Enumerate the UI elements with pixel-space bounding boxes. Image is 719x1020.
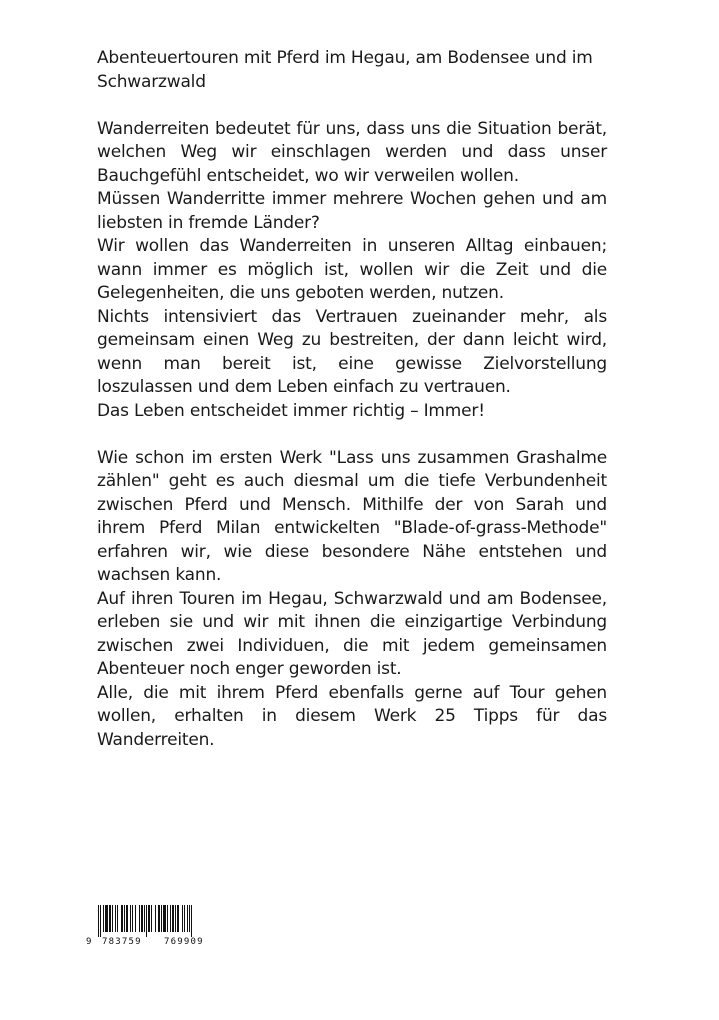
subtitle-line-1: Abenteuertouren mit Pferd im Hegau, am Bodensee und im [97,48,593,68]
intro-paragraph-5: Das Leben entscheidet immer richtig – Immer! [97,400,485,421]
description-paragraph-3: Alle, die mit ihrem Pferd ebenfalls gerne auf Tour gehen wollen, erhalten in diesem Werk 25 Tipps für das Wanderreiten. [97,682,607,750]
description-section [97,447,607,753]
intro-paragraph-4: Nichts intensiviert das Vertrauen zueinander mehr, als gemeinsam einen Weg zu bestreiten, der dann leicht wird, wenn man bereit ist, eine gewisse Zielvorstellung loszulassen und dem Leben einfach zu vertrauen. [97,306,607,397]
barcode-bars [86,905,226,937]
subtitle-line-2: Schwarzwald [97,71,206,92]
intro-paragraph-1: Wanderreiten bedeutet für uns, dass uns die Situation berät, welchen Weg wir einschlagen werden und dass unser Bauchgefühl entscheidet, wo wir verweilen wollen. [97,118,607,186]
description-paragraph-2: Auf ihren Touren im Hegau, Schwarzwald und am Bodensee, erleben sie und wir mit ihnen die einzigartige Verbindung zwischen zwei Individuen, die mit jedem gemeinsamen Abenteuer noch enger geworden ist. [97,588,607,679]
book-subtitle [97,47,607,94]
back-cover-text [97,47,607,776]
isbn-barcode [86,905,226,949]
intro-section [97,118,607,424]
barcode-lead-digit: 9 [86,937,92,947]
intro-paragraph-2: Müssen Wanderritte immer mehrere Wochen gehen und am liebsten in fremde Länder? [97,189,607,233]
description-paragraph-1: Wie schon im ersten Werk "Lass uns zusammen Grashalme zählen" geht es auch diesmal um die tiefe Verbundenheit zwischen Pferd und Mensch. Mithilfe der von Sarah und ihrem Pferd Milan entwickelten "Blade-of-grass-Methode" erfahren wir, wie diese besondere Nähe entstehen und wachsen kann. [97,447,607,585]
intro-paragraph-3: Wir wollen das Wanderreiten in unseren Alltag einbauen; wann immer es möglich ist, wollen wir die Zeit und die Gelegenheiten, die uns geboten werden, nutzen. [97,236,607,303]
barcode-right-group: 769909 [164,937,204,947]
barcode-left-group: 783759 [102,937,142,947]
